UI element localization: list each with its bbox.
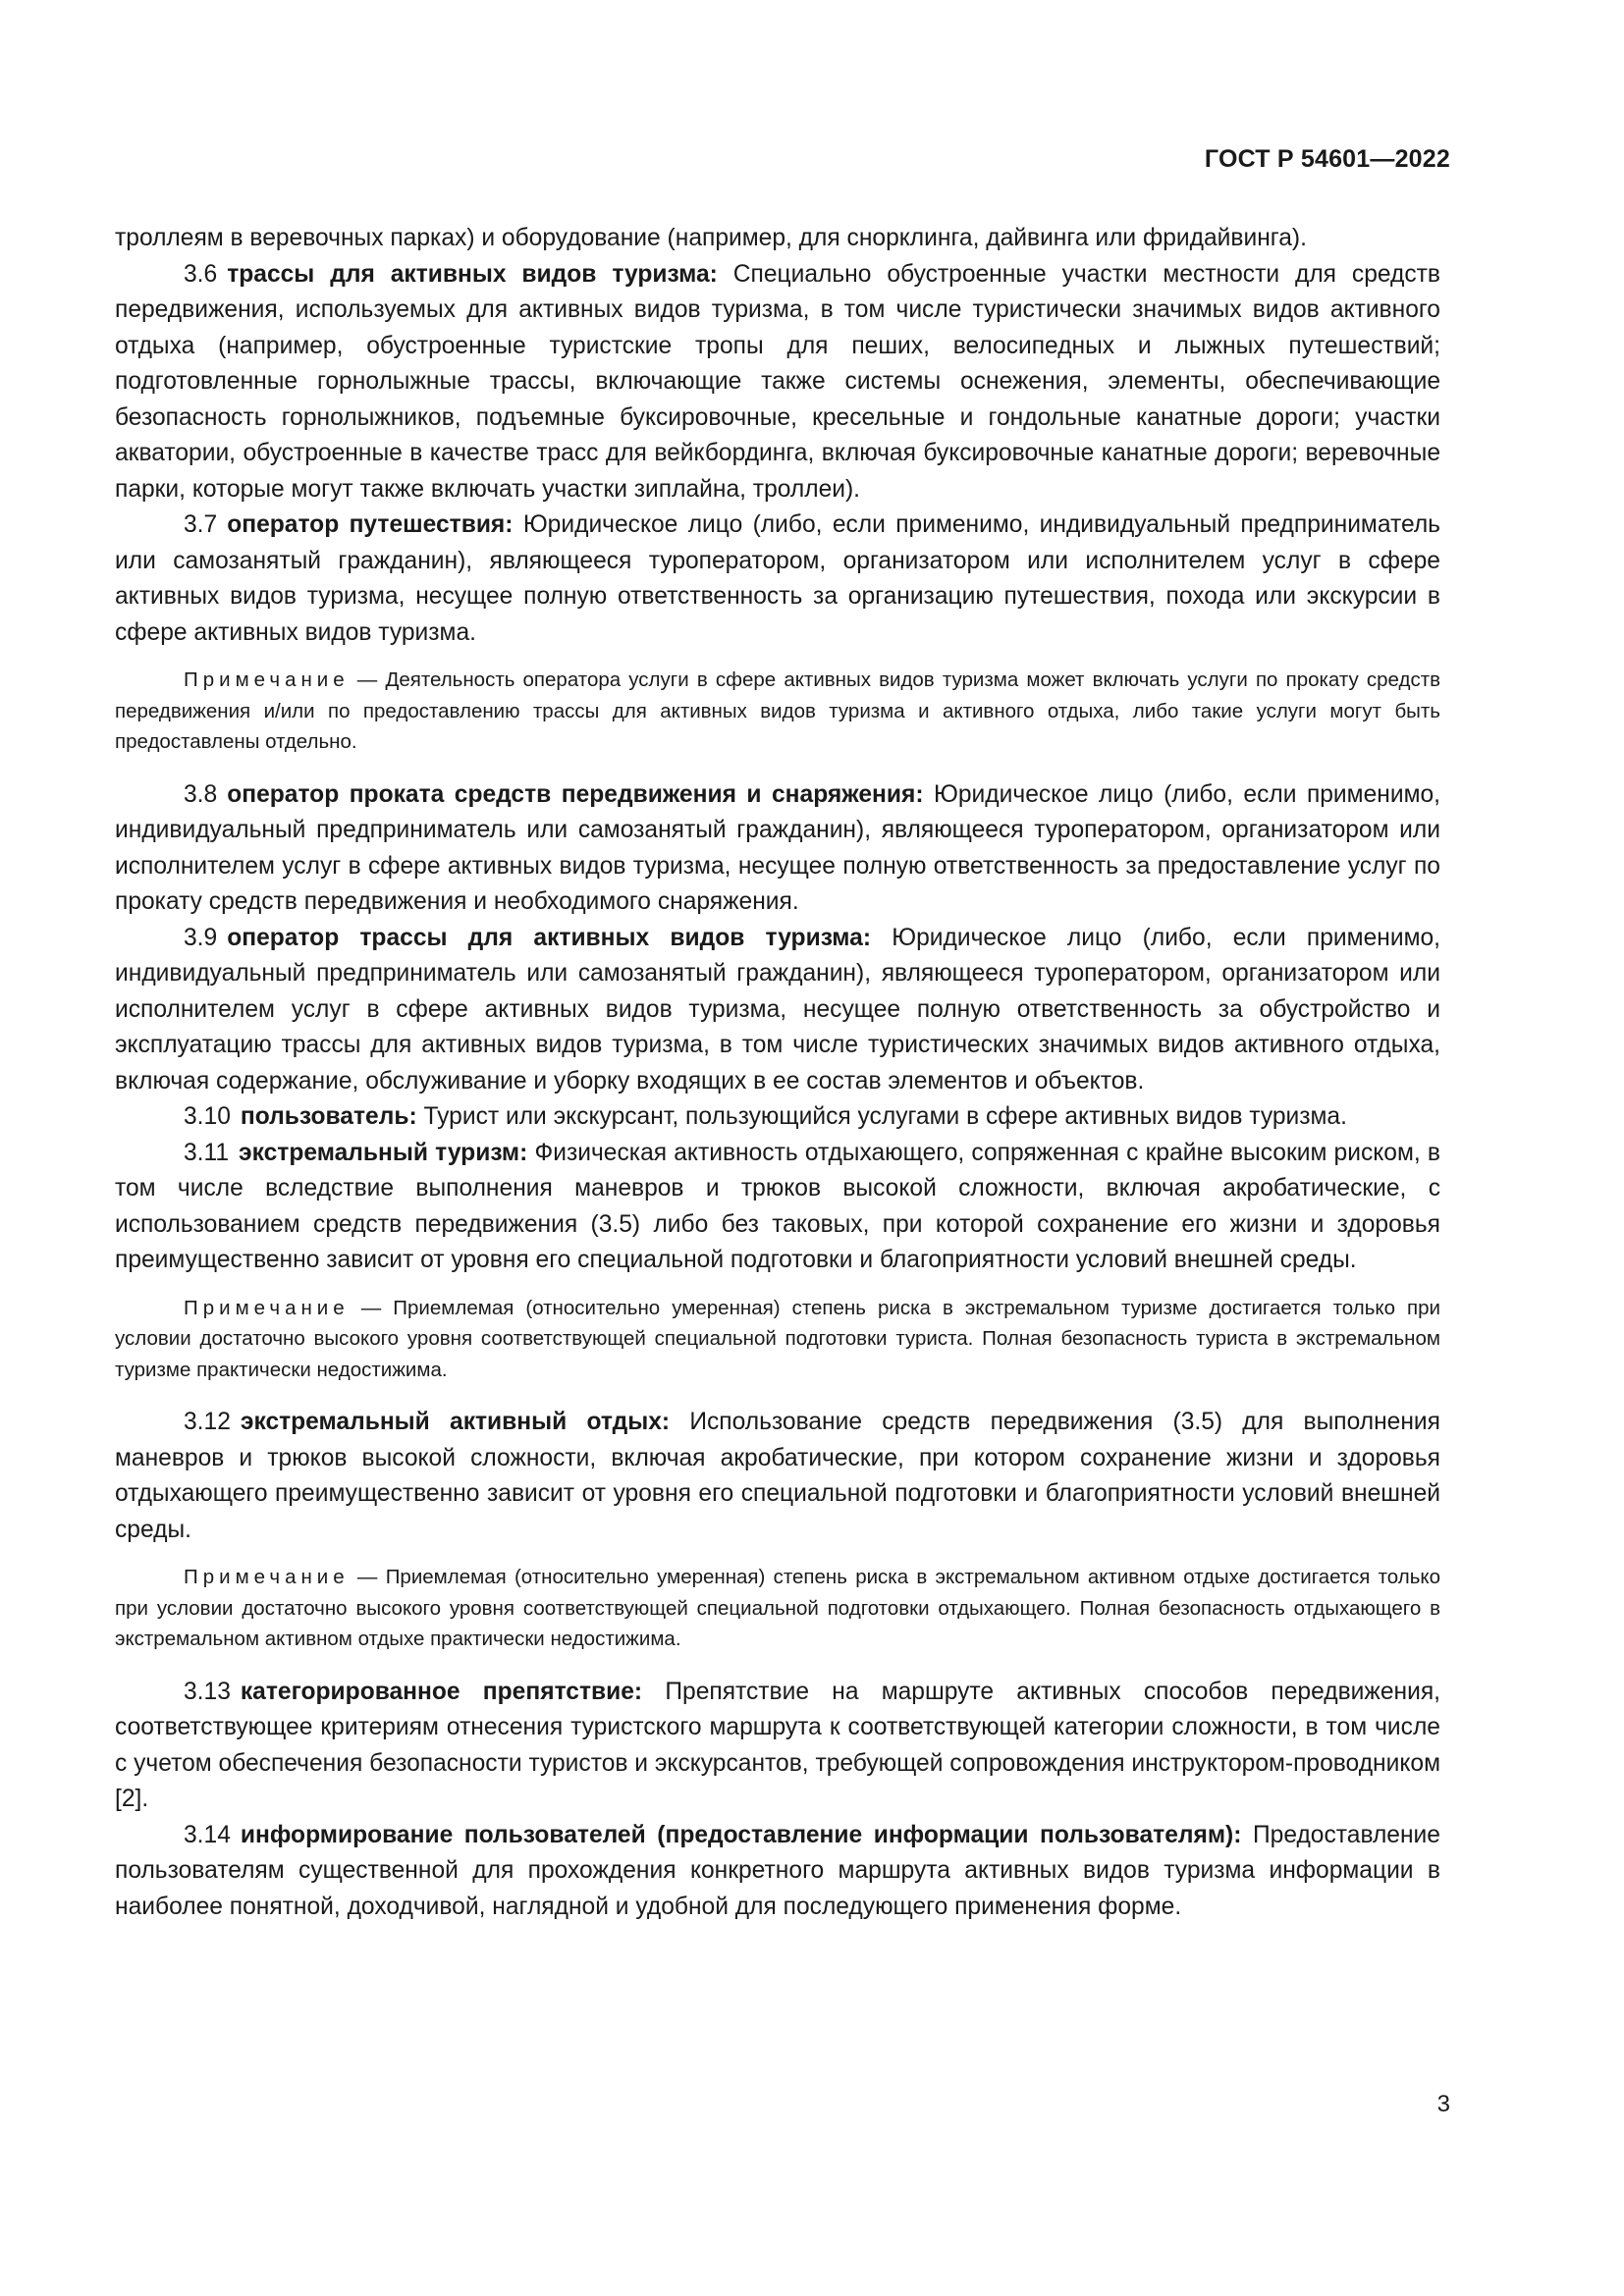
note-3-12 (115, 1562, 1440, 1655)
note-dash: — (349, 1566, 386, 1588)
term-label: экстремальный активный отдых: (240, 1409, 671, 1435)
term-definition: Предоставление пользователям существенной для прохождения конкретного маршрута активных видов туризма информации в наиболее понятной, доходчивой, наглядной и удобной для последующего применения форме. (115, 1821, 1440, 1920)
term-definition: Специально обустроенные участки местности для средств передвижения, используемых для активных видов туризма, в том числе туристически значимых видов активного отдыха (например, обустроенные туристские тропы для пеших, велосипедных и лыжных путешествий; подготовленные горнолыжные трассы, включающие также системы оснежения, элементы, обеспечивающие безопасность горнолыжников, подъемные буксировочные, кресельные и гондольные канатные дороги; участки акватории, обустроенные в качестве трасс для вейкбординга, включая буксировочные канатные дороги; веревочные парки, которые могут также включать участки зиплайна, троллеи). (115, 260, 1440, 503)
note-dash: — (349, 1296, 394, 1319)
clause-number: 3.9 (184, 924, 218, 951)
note-label: Примечание (184, 1566, 350, 1588)
note-dash: — (349, 668, 386, 691)
term-definition: Юридическое лицо (либо, если применимо, индивидуальный предприниматель или самозанятый гражданин), являющееся туроператором, организатором или исполнителем услуг в сфере активных видов туризма, несущее полную ответственность за обустройство и эксплуатацию трассы для активных видов туризма, в том числе туристических значимых видов активного отдыха, включая содержание, обслуживание и уборку входящих в ее состав элементов и объектов. (115, 924, 1440, 1095)
definition-3-8 (115, 777, 1440, 921)
definition-3-6 (115, 257, 1440, 508)
continuation-paragraph: троллеям в веревочных парках) и оборудование (например, для снорклинга, дайвинга или фридайвинга). (115, 225, 1307, 251)
definition-3-13 (115, 1675, 1440, 1818)
term-label: трассы для активных видов туризма: (227, 260, 718, 288)
note-text: Приемлемая (относительно умеренная) степень риска в экстремальном туризме достигается только при условии достаточно высокого уровня соответствующей специальной подготовки туриста. Полная безопасность туриста в экстремальном туризме практически недостижима. (115, 1296, 1440, 1381)
term-definition: Турист или экскурсант, пользующийся услугами в сфере активных видов туризма. (423, 1103, 1347, 1130)
term-label: экстремальный туризм: (239, 1139, 528, 1166)
clause-number: 3.7 (184, 511, 218, 538)
term-label: пользователь: (240, 1103, 417, 1130)
note-label: Примечание (184, 668, 350, 691)
term-label: оператор путешествия: (227, 511, 514, 538)
document-body (115, 221, 1440, 1925)
note-label: Примечание (184, 1296, 350, 1319)
term-definition: Юридическое лицо (либо, если применимо, индивидуальный предприниматель или самозанятый гражданин), являющееся туроператором, организатором или исполнителем услуг в сфере активных видов туризма, несущее полную ответственность за организацию путешествия, похода или экскурсии в сфере активных видов туризма. (115, 511, 1440, 646)
term-definition: Физическая активность отдыхающего, сопряженная с крайне высоким риском, в том числе вследствие выполнения маневров и трюков высокой сложности, включая акробатические, с использованием средств передвижения (3.5) либо без таковых, при которой сохранение его жизни и здоровья преимущественно зависит от уровня его специальной подготовки и благоприятности условий внешней среды. (115, 1139, 1440, 1273)
term-label: категорированное препятствие: (240, 1678, 643, 1705)
term-definition: Препятствие на маршруте активных способов передвижения, соответствующее критериям отнесения туристского маршрута к соответствующей категории сложности, в том числе с учетом обеспечения безопасности туристов и экскурсантов, требующей сопровождения инструктором-проводником [2]. (115, 1678, 1440, 1812)
definition-3-11 (115, 1136, 1440, 1279)
definition-3-7 (115, 507, 1440, 651)
term-label: оператор проката средств передвижения и снаряжения: (227, 780, 924, 808)
term-definition: Юридическое лицо (либо, если применимо, индивидуальный предприниматель или самозанятый гражданин), являющееся туроператором, организатором или исполнителем услуг в сфере активных видов туризма, несущее полную ответственность за предоставление услуг по прокату средств передвижения и необходимого снаряжения. (115, 780, 1440, 915)
clause-number: 3.11 (184, 1139, 230, 1166)
term-label: информирование пользователей (предоставление информации пользователям): (240, 1821, 1242, 1848)
clause-number: 3.13 (184, 1678, 231, 1705)
note-text: Деятельность оператора услуги в сфере активных видов туризма может включать услуги по прокату средств передвижения и/или по предоставлению трассы для активных видов туризма и активного отдыха, либо такие услуги могут быть предоставлены отдельно. (115, 668, 1440, 753)
clause-number: 3.12 (184, 1409, 231, 1435)
clause-number: 3.6 (184, 260, 218, 288)
definition-3-14 (115, 1818, 1440, 1926)
term-label: оператор трассы для активных видов туризма: (227, 924, 872, 951)
definition-3-9 (115, 921, 1440, 1100)
clause-number: 3.14 (184, 1821, 231, 1848)
term-definition: Использование средств передвижения (3.5) для выполнения маневров и трюков высокой сложности, включая акробатические, при котором сохранение жизни и здоровья отдыхающего преимущественно зависит от уровня его специальной подготовки и благоприятности условий внешней среды. (115, 1409, 1440, 1543)
page-number: 3 (1436, 2091, 1450, 2117)
note-text: Приемлемая (относительно умеренная) степень риска в экстремальном активном отдыхе достигается только при условии достаточно высокого уровня соответствующей специальной подготовки отдыхающего. Полная безопасность отдыхающего в экстремальном активном отдыхе практически недостижима. (115, 1566, 1440, 1650)
note-3-11 (115, 1293, 1440, 1386)
clause-number: 3.10 (184, 1103, 231, 1130)
definition-3-12 (115, 1405, 1440, 1548)
note-3-7 (115, 665, 1440, 758)
clause-number: 3.8 (184, 780, 218, 808)
definition-3-10 (115, 1099, 1440, 1136)
standard-header: ГОСТ Р 54601—2022 (1204, 145, 1450, 173)
